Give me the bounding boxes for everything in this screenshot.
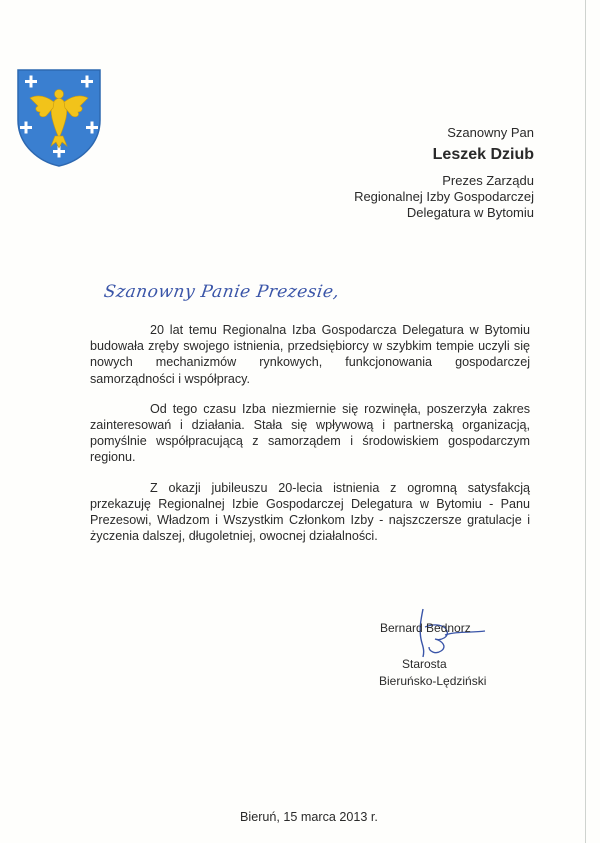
addressee-salutation: Szanowny Pan: [447, 125, 534, 140]
addressee-line-organization: Regionalnej Izby Gospodarczej: [354, 189, 534, 204]
signatory-name: Bernard Bednorz: [380, 621, 471, 635]
coat-of-arms-icon: [16, 68, 102, 168]
paragraph-2: Od tego czasu Izba niezmiernie się rozwinęła, poszerzyła zakres zainteresowań i działania. Stała się wpływową i partnerską organizacją, pomyślnie współpracującą z samorządem i środowiskiem gospodarczym regionu.: [90, 401, 530, 465]
addressee-name: Leszek Dziub: [432, 146, 534, 163]
addressee-line-branch: Delegatura w Bytomiu: [406, 205, 534, 220]
place-and-date: Bieruń, 15 marca 2013 r.: [240, 810, 378, 824]
signature-block: [380, 620, 520, 689]
letter-body: [90, 322, 530, 558]
addressee-line-position: Prezes Zarządu: [442, 173, 534, 188]
signatory-office: Bieruńsko-Lędziński: [379, 674, 487, 688]
handwritten-greeting: Szanowny Panie Prezesie,: [102, 282, 341, 302]
paragraph-3: Z okazji jubileuszu 20-lecia istnienia z ogromną satysfakcją przekazuję Regionalnej Izbie Gospodarczej Delegatura w Bytomiu - Panu Prezesowi, Władzom i Wszystkim Członkom Izby - najszczersze gratulacje i życzenia dalszej, długoletniej, owocnej działalności.: [90, 480, 530, 544]
page-edge-line: [585, 0, 586, 843]
addressee-block: [234, 125, 534, 221]
paragraph-1: 20 lat temu Regionalna Izba Gospodarcza Delegatura w Bytomiu budowała zręby swojego istnienia, przedsiębiorcy w szybkim tempie uczyli się nowych mechanizmów rynkowych, funkcjonowania gospodarczej samorządności i współpracy.: [90, 323, 530, 386]
signatory-title: Starosta: [402, 657, 447, 671]
